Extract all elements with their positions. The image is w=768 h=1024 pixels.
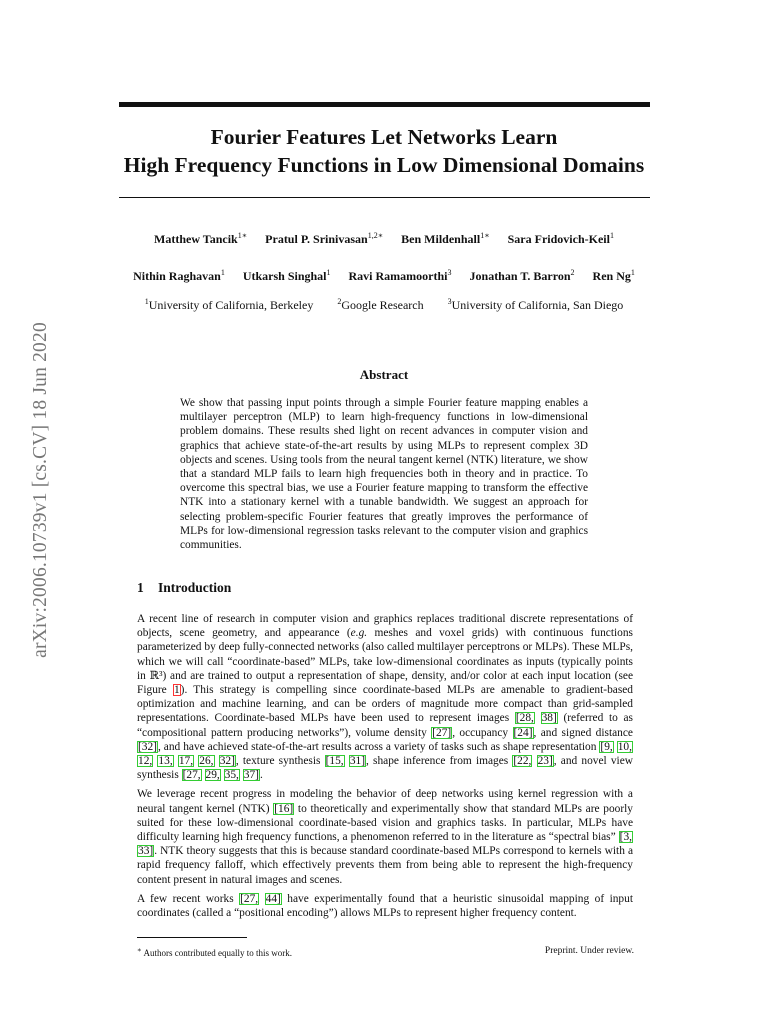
authors-row-1 <box>100 231 668 247</box>
text-run: . NTK theory suggests that this is because standard coordinate-based MLPs correspond to kernels with a rapid frequency falloff, which effectively prevents them from being able to represent the high-frequency content present in natural images and scenes. <box>137 845 633 886</box>
author-affil-mark: 1 <box>326 268 331 277</box>
author-name: Ravi Ramamoorthi <box>348 269 448 283</box>
author <box>133 268 225 284</box>
paragraph <box>137 787 633 886</box>
paragraph <box>137 612 633 782</box>
text-run: , texture synthesis <box>235 755 325 768</box>
author-affil-mark: 1∗ <box>237 231 248 240</box>
section-number: 1 <box>137 580 144 595</box>
citation-link[interactable]: 12, <box>138 755 153 768</box>
citation-link[interactable]: 32] <box>219 755 235 768</box>
author <box>243 268 331 284</box>
title-line-2: High Frequency Functions in Low Dimensional Domains <box>123 153 645 177</box>
paragraph <box>137 892 633 920</box>
author <box>154 231 247 247</box>
introduction-body <box>137 612 633 925</box>
citation-link[interactable]: 10, <box>617 740 632 753</box>
text-run: , and novel view synthesis <box>137 755 634 782</box>
citation-link[interactable]: 33] <box>138 845 154 858</box>
citation-link[interactable]: 26, <box>199 755 214 768</box>
citation-link[interactable]: 37] <box>243 769 259 782</box>
text-run: ). This strategy is compelling since coordinate-based MLPs are amenable to gradient-based optimization and machine learning, and can be orders of magnitude more compact than grid-sampled representations. Coordinate-based MLPs have been used to represent images <box>137 684 633 725</box>
citation-link[interactable]: [27, <box>240 892 259 905</box>
author <box>508 231 614 247</box>
citation-link[interactable]: [3, <box>619 831 632 844</box>
citation-link[interactable]: 13, <box>158 755 173 768</box>
text-run: , and signed distance <box>533 726 633 739</box>
affiliation-mark: 1 <box>144 297 149 306</box>
footnote <box>137 946 292 958</box>
author-name: Sara Fridovich-Keil <box>507 232 610 246</box>
footnote-rule <box>137 937 247 938</box>
author-affil-mark: 1 <box>220 268 225 277</box>
section-title: Introduction <box>158 580 232 595</box>
citation-link[interactable]: [16] <box>274 802 294 815</box>
text-run: A few recent works <box>137 892 240 905</box>
author-affil-mark: 1 <box>609 231 614 240</box>
affiliation <box>145 297 314 313</box>
section-heading <box>137 580 231 596</box>
affiliation <box>337 297 423 313</box>
text-run <box>532 755 536 767</box>
affiliation-name: University of California, Berkeley <box>148 298 314 312</box>
citation-link[interactable]: [27, <box>182 769 201 782</box>
citation-link[interactable]: [28, <box>515 712 534 725</box>
citation-link[interactable]: 31] <box>349 755 366 768</box>
text-run: , occupancy <box>452 726 513 739</box>
arxiv-stamp: arXiv:2006.10739v1 [cs.CV] 18 Jun 2020 <box>30 322 51 658</box>
title-line-1: Fourier Features Let Networks Learn <box>210 125 558 149</box>
text-run: , and have achieved state-of-the-art results across a variety of tasks such as shape representation <box>157 740 600 753</box>
citation-link[interactable]: 35, <box>224 769 239 782</box>
author-name: Nithin Raghavan <box>133 269 221 283</box>
author-affil-mark: 1∗ <box>480 231 490 240</box>
citation-link[interactable]: [32] <box>138 740 157 753</box>
author-affil-mark: 2 <box>570 268 575 277</box>
author <box>401 231 489 247</box>
text-run: (referred to as “compositional pattern producing networks”), volume density <box>137 712 633 739</box>
preprint-note: Preprint. Under review. <box>544 946 634 956</box>
author <box>349 268 452 284</box>
text-run: have experimentally found that a heuristic sinusoidal mapping of input coordinates (called a “positional encoding”) allows MLPs to represent higher frequency content. <box>137 892 633 920</box>
text-run: . <box>259 769 263 782</box>
emphasis-text: e.g. <box>350 627 368 640</box>
citation-link[interactable]: [24] <box>513 726 533 739</box>
author-name: Jonathan T. Barron <box>469 269 571 283</box>
author-name: Ren Ng <box>592 269 631 283</box>
citation-link[interactable]: 44] <box>265 892 281 905</box>
author <box>265 231 383 247</box>
abstract-text: We show that passing input points through a simple Fourier feature mapping enables a multilayer perceptron (MLP) to learn high-frequency functions in low-dimensional problem domains. These results shed light on recent advances in computer vision and graphics that achieve state-of-the-art results by using MLPs to represent complex 3D objects and scenes. Using tools from the neural tangent kernel (NTK) literature, we show that a standard MLP fails to learn high frequencies both in theory and in practice. To overcome this spectral bias, we use a Fourier feature mapping to transform the effective NTK into a stationary kernel with a tunable bandwidth. We suggest an approach for selecting problem-specific Fourier features that greatly improves the performance of MLPs for low-dimensional regression tasks relevant to the computer vision and graphics communities. <box>180 397 588 552</box>
text-run: We leverage recent progress in modeling the behavior of deep networks using kernel regression with a neural tangent kernel (NTK) <box>137 788 633 815</box>
text-run: meshes and voxel grids) with continuous functions parameterized by deep fully-connected networks (also called multilayer perceptrons or MLPs). These MLPs, which we will call “coordinate-based” MLPs, take low-dimensional coordinates as inputs (typically points in ℝ³) and are trained to output a representation of shape, density, and/or color at each input location (see Figure <box>137 627 633 697</box>
affiliation-mark: 2 <box>337 297 342 306</box>
text-run: A recent line of research in computer vision and graphics replaces traditional discrete representations of objects, scene geometry, and appearance ( <box>137 613 633 640</box>
citation-link[interactable]: 38] <box>541 712 557 725</box>
footnote-text: Authors contributed equally to this work. <box>141 948 292 958</box>
author-affil-mark: 1,2∗ <box>367 231 384 240</box>
top-rule <box>119 102 650 107</box>
citation-link[interactable]: [22, <box>513 755 532 768</box>
text-run <box>535 712 541 724</box>
affiliation-mark: 3 <box>447 297 452 306</box>
author-name: Utkarsh Singhal <box>242 269 327 283</box>
author-name: Matthew Tancik <box>154 232 238 246</box>
paper-title <box>100 123 668 179</box>
footnote-mark: ∗ <box>137 946 142 954</box>
author-affil-mark: 3 <box>447 268 452 277</box>
author <box>593 268 635 284</box>
abstract-heading: Abstract <box>359 367 409 382</box>
text-run: , shape inference from images <box>366 755 513 768</box>
citation-link[interactable]: 29, <box>205 769 220 782</box>
figure-link[interactable]: 1 <box>173 684 180 697</box>
citation-link[interactable]: 23] <box>537 755 553 768</box>
authors-row-2 <box>100 268 668 284</box>
text-run <box>259 893 264 905</box>
title-bottom-rule <box>119 197 650 198</box>
author <box>470 268 575 284</box>
citation-link[interactable]: 17, <box>178 755 194 768</box>
citation-link[interactable]: [9, <box>600 740 613 753</box>
author-name: Pratul P. Srinivasan <box>265 232 368 246</box>
affiliation-name: University of California, San Diego <box>451 298 624 312</box>
affiliation-name: Google Research <box>341 298 424 312</box>
text-run: to theoretically and experimentally show that standard MLPs are poorly suited for these low-dimensional coordinate-based vision and graphics tasks. In particular, MLPs have difficulty learning high frequency functions, a phenomenon referred to in the literature as “spectral bias” <box>137 802 633 844</box>
author-name: Ben Mildenhall <box>401 232 481 246</box>
citation-link[interactable]: [27] <box>432 726 452 739</box>
author-affil-mark: 1 <box>630 268 635 277</box>
affiliation <box>448 297 624 313</box>
affiliations <box>100 297 668 313</box>
citation-link[interactable]: [15, <box>325 755 344 768</box>
